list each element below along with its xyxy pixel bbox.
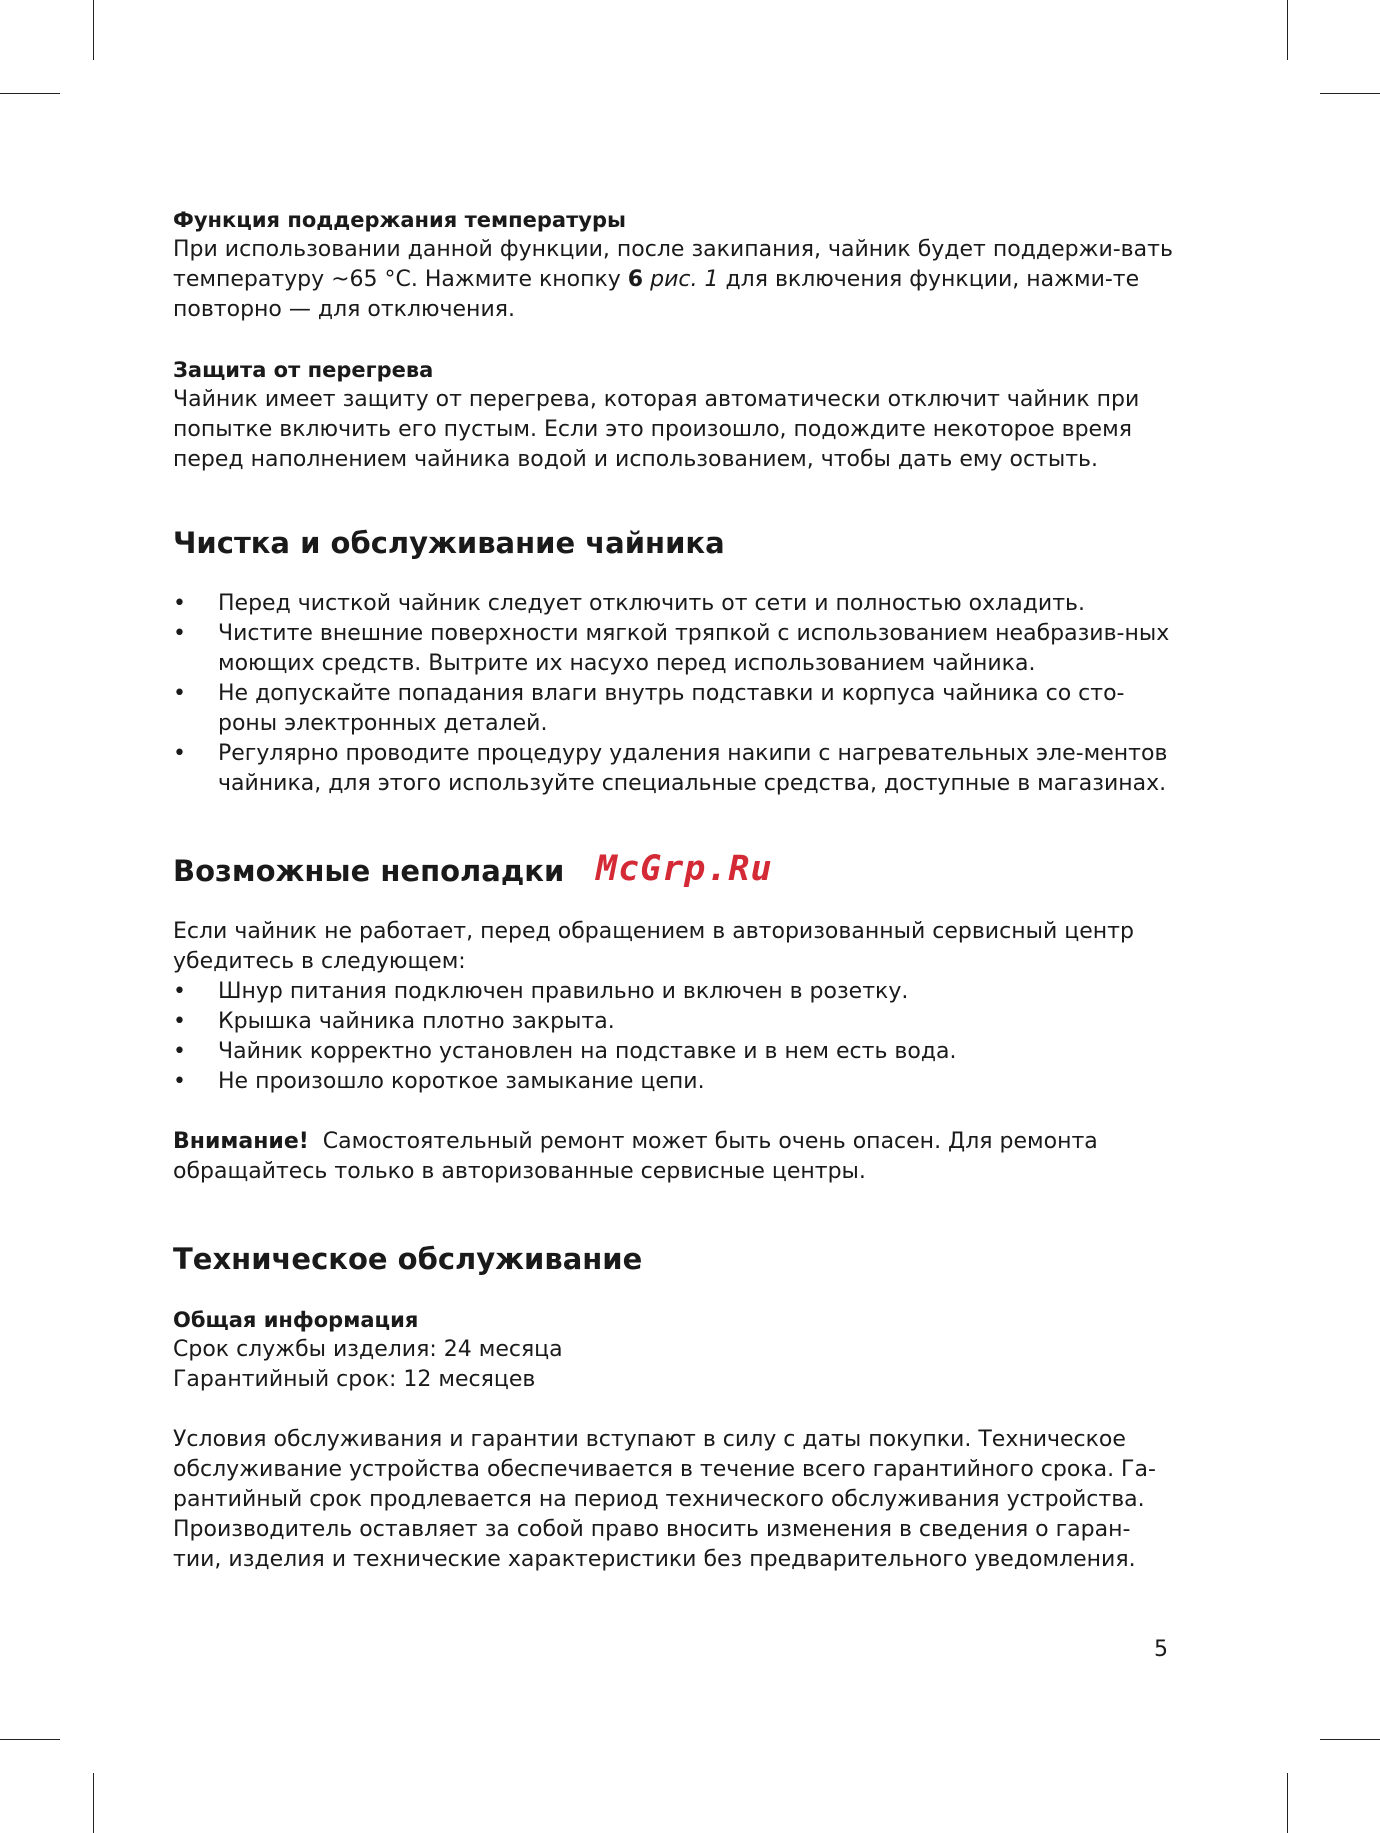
list-item: • Крышка чайника плотно закрыта.: [173, 1007, 1173, 1037]
warning-label: Внимание!: [173, 1129, 309, 1154]
overheat-section: [173, 355, 1173, 475]
temp-function-text-a: При использовании данной функции, после закипания, чайник будет поддержи-вать температуру ~65 °С. Нажмите кнопку: [173, 237, 1173, 292]
page-number: 5: [1154, 1637, 1168, 1662]
temp-function-title: Функция поддержания температуры: [173, 208, 626, 232]
list-item: • Регулярно проводите процедуру удаления накипи с нагревательных эле-ментов чайника, для этого используйте специальные средства, доступные в магазинах.: [173, 739, 1173, 799]
watermark-logo: McGrp.Ru: [596, 849, 773, 889]
overheat-text: Чайник имеет защиту от перегрева, которая автоматически отключит чайник при попытке включить его пустым. Если это произошло, подождите некоторое время перед наполнением чайника водой и использованием, чтобы дать ему остыть.: [173, 387, 1140, 472]
crop-mark: [1287, 0, 1288, 60]
crop-mark: [0, 93, 60, 94]
general-info-title: Общая информация: [173, 1308, 419, 1332]
crop-mark: [93, 1773, 94, 1833]
overheat-title: Защита от перегрева: [173, 358, 434, 382]
temp-function-text-b: для включения функции, нажми-те повторно — для отключения.: [173, 267, 1140, 322]
troubleshooting-intro: Если чайник не работает, перед обращением в авторизованный сервисный центр убедитесь в следующем:: [173, 919, 1134, 974]
crop-mark: [93, 0, 94, 60]
general-info-section: [173, 1305, 1173, 1395]
crop-mark: [0, 1739, 60, 1740]
warning-text: Самостоятельный ремонт может быть очень опасен. Для ремонта обращайтесь только в авторизованные сервисные центры.: [173, 1129, 1098, 1184]
troubleshooting-heading: [173, 851, 1173, 891]
page-content: [173, 205, 1173, 1575]
temp-function-section: [173, 205, 1173, 325]
figure-ref: рис. 1: [650, 267, 719, 292]
service-life: Срок службы изделия: 24 месяца: [173, 1337, 563, 1362]
troubleshooting-title: Возможные неполадки: [173, 854, 565, 888]
temp-function-text: [173, 235, 1173, 325]
cleaning-list: [173, 589, 1173, 799]
button-number: 6: [627, 267, 644, 292]
crop-mark: [1320, 93, 1380, 94]
warning-paragraph: [173, 1127, 1173, 1187]
list-item: • Перед чисткой чайник следует отключить от сети и полностью охладить.: [173, 589, 1173, 619]
crop-mark: [1287, 1773, 1288, 1833]
list-item: • Шнур питания подключен правильно и включен в розетку.: [173, 977, 1173, 1007]
maintenance-heading: Техническое обслуживание: [173, 1242, 643, 1276]
list-item: • Чистите внешние поверхности мягкой тряпкой с использованием неабразив-ных моющих средств. Вытрите их насухо перед использованием чайника.: [173, 619, 1173, 679]
crop-mark: [1320, 1739, 1380, 1740]
warranty-conditions: Условия обслуживания и гарантии вступают в силу с даты покупки. Техническое обслуживание устройства обеспечивается в течение всего гарантийного срока. Га-рантийный срок продлевается на период технического обслуживания устройства. Производитель оставляет за собой право вносить изменения в сведения о гаран-тии, изделия и технические характеристики без предварительного уведомления.: [173, 1427, 1156, 1572]
list-item: • Не допускайте попадания влаги внутрь подставки и корпуса чайника со сто-роны электронных деталей.: [173, 679, 1173, 739]
cleaning-heading: Чистка и обслуживание чайника: [173, 526, 725, 560]
list-item: • Чайник корректно установлен на подставке и в нем есть вода.: [173, 1037, 1173, 1067]
list-item: • Не произошло короткое замыкание цепи.: [173, 1067, 1173, 1097]
troubleshooting-list: [173, 977, 1173, 1097]
warranty-term: Гарантийный срок: 12 месяцев: [173, 1367, 536, 1392]
